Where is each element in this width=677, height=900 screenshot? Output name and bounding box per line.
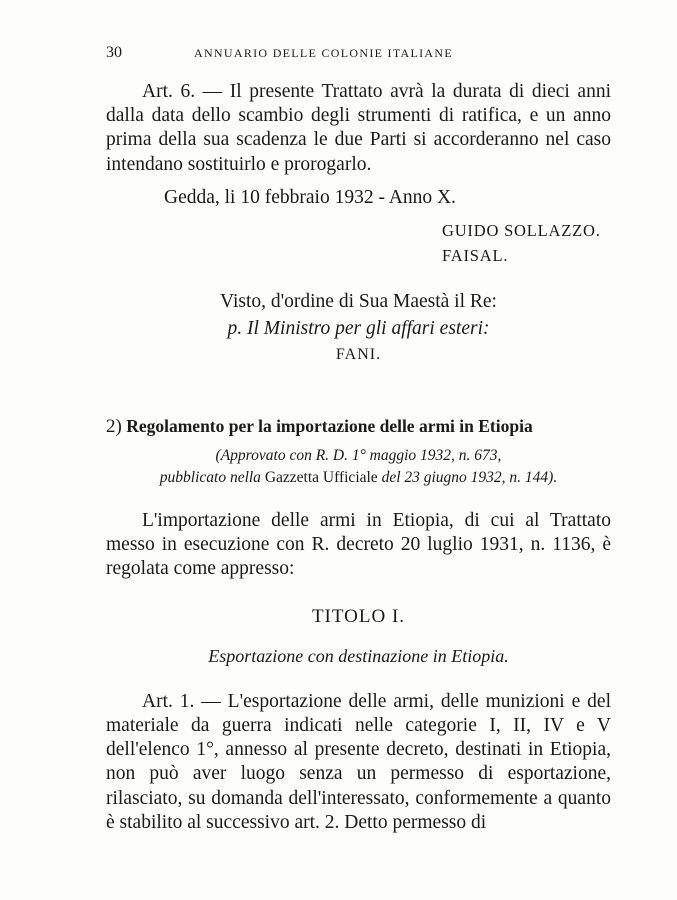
regolamento-intro-paragraph: L'importazione delle armi in Etiopia, di cui al Trattato messo in esecuzione con R. decreto 20 luglio 1931, n. 1136, è regolata come appresso: bbox=[106, 509, 611, 580]
page-number: 30 bbox=[106, 44, 122, 61]
ministro-line: p. Il Ministro per gli affari esteri: bbox=[227, 318, 490, 340]
approval-pre: pubblicato nella bbox=[159, 468, 261, 486]
approval-post: del 23 giugno 1932, n. 144). bbox=[381, 468, 558, 486]
article-1-paragraph: Art. 1. — L'esportazione delle armi, delle munizioni e del materiale da guerra indicati nelle categorie I, II, IV e V dell'elenco 1°, annesso al presente decreto, destinati in Etiopia, non può aver luogo senza un permesso di esportazione, rilasciato, su domanda dell'interessato, conformemente a quanto è stabilito al successivo art. 2. Detto permesso di bbox=[106, 690, 611, 833]
approval-note bbox=[106, 445, 611, 489]
approval-gazzetta: Gazzetta Ufficiale bbox=[264, 468, 378, 486]
fani-signature: FANI. bbox=[335, 346, 382, 364]
approval-line-1: (Approvato con R. D. 1° maggio 1932, n. 673, bbox=[215, 446, 502, 464]
page-header bbox=[106, 44, 611, 64]
visto-line: Visto, d'ordine di Sua Maestà il Re: bbox=[220, 291, 497, 313]
titolo-subheading: Esportazione con destinazione in Etiopia. bbox=[208, 645, 509, 666]
article-6-paragraph: Art. 6. — Il presente Trattato avrà la durata di dieci anni dalla data dello scambio degli strumenti di ratifica, e un anno prima della sua scadenza le due Parti si accorderanno nel caso intendano sostituirlo e prorogarlo. bbox=[106, 81, 611, 175]
running-title: ANNUARIO DELLE COLONIE ITALIANE bbox=[194, 46, 453, 60]
place-date-line: Gedda, li 10 febbraio 1932 - Anno X. bbox=[164, 186, 456, 208]
signatory-faisal: FAISAL. bbox=[442, 246, 509, 266]
regolamento-heading bbox=[106, 414, 611, 439]
signatory-sollazzo: GUIDO SOLLAZZO. bbox=[442, 221, 601, 241]
regolamento-number: 2) bbox=[106, 415, 122, 437]
page-body bbox=[106, 80, 611, 835]
signatories-block bbox=[106, 218, 611, 268]
approval-line-2 bbox=[106, 467, 611, 489]
regolamento-title: Regolamento per la importazione delle armi in Etiopia bbox=[126, 415, 533, 436]
titolo-heading: TITOLO I. bbox=[311, 606, 406, 628]
